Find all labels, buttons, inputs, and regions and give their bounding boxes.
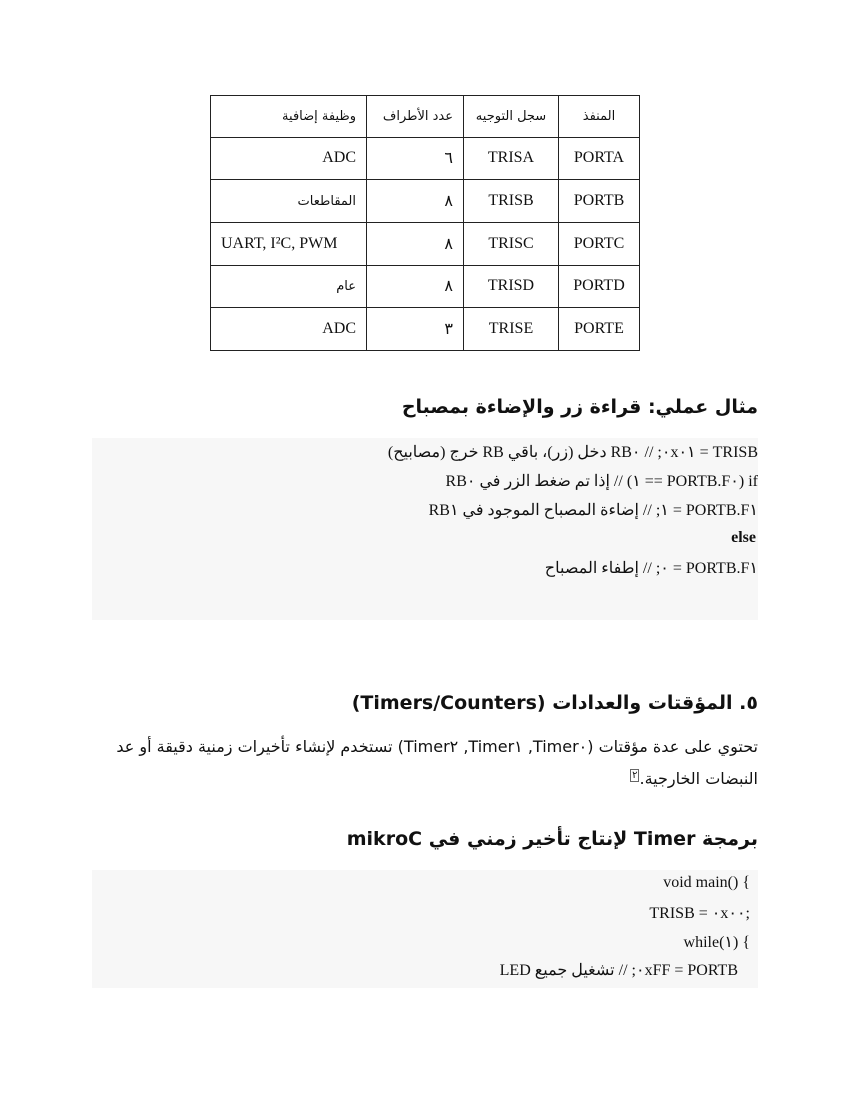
extra-cell: ADC	[211, 137, 367, 180]
ports-table	[210, 95, 640, 351]
code-block-timer	[92, 870, 758, 988]
code-line: void main() {	[663, 874, 750, 891]
table-row	[211, 137, 640, 180]
code-line: TRISB = ٠x٠٠;	[649, 905, 750, 922]
table-row	[211, 222, 640, 265]
extra-cell: ADC	[211, 308, 367, 351]
port-cell: PORTC	[559, 222, 640, 265]
timer-programming-heading: برمجة Timer لإنتاج تأخير زمني في mikroC	[346, 828, 758, 850]
register-cell: TRISC	[464, 222, 559, 265]
pins-cell: ٨	[367, 180, 464, 223]
header-extra: وظيفة إضافية	[211, 96, 367, 138]
code-block-button-led	[92, 438, 758, 620]
code-line: PORTB.F١ = ١; // إضاءة المصباح الموجود في RB١	[428, 502, 758, 519]
register-cell: TRISE	[464, 308, 559, 351]
register-cell: TRISB	[464, 180, 559, 223]
table-header-row	[211, 96, 640, 138]
port-cell: PORTB	[559, 180, 640, 223]
code-line: PORTB = ٠xFF; // تشغيل جميع LED	[499, 962, 738, 979]
reference-marker[interactable]: ٢	[632, 769, 638, 781]
register-cell: TRISA	[464, 137, 559, 180]
timers-paragraph-line	[630, 769, 758, 788]
code-line: PORTB.F١ = ٠; // إطفاء المصباح	[544, 560, 758, 577]
timers-heading: ٥. المؤقتات والعدادات (Timers/Counters)	[351, 692, 758, 714]
pins-cell: ٣	[367, 308, 464, 351]
header-port: المنفذ	[559, 96, 640, 138]
extra-cell: عام	[211, 265, 367, 308]
code-line: TRISB = ٠x٠١; // RB٠ دخل (زر)، باقي RB خرج (مصابيح)	[387, 444, 758, 461]
code-line: if (PORTB.F٠ == ١) // إذا تم ضغط الزر في RB٠	[445, 473, 758, 490]
example-heading: مثال عملي: قراءة زر والإضاءة بمصباح	[401, 396, 758, 418]
timers-paragraph-line: تحتوي على عدة مؤقتات (Timer٠, Timer١, Timer٢) تستخدم لإنشاء تأخيرات زمنية دقيقة أو عد	[116, 737, 758, 756]
code-line: while(١) {	[683, 934, 750, 951]
pins-cell: ٨	[367, 265, 464, 308]
extra-cell: المقاطعات	[211, 180, 367, 223]
table-row	[211, 180, 640, 223]
code-line: else	[731, 529, 756, 546]
header-pins: عدد الأطراف	[367, 96, 464, 138]
port-cell: PORTE	[559, 308, 640, 351]
timers-paragraph-text: النبضات الخارجية.	[639, 769, 758, 788]
extra-cell: UART, I²C, PWM	[211, 222, 367, 265]
pins-cell: ٦	[367, 137, 464, 180]
port-cell: PORTD	[559, 265, 640, 308]
register-cell: TRISD	[464, 265, 559, 308]
port-cell: PORTA	[559, 137, 640, 180]
table-row	[211, 308, 640, 351]
pins-cell: ٨	[367, 222, 464, 265]
table-row	[211, 265, 640, 308]
header-register: سجل التوجيه	[464, 96, 559, 138]
